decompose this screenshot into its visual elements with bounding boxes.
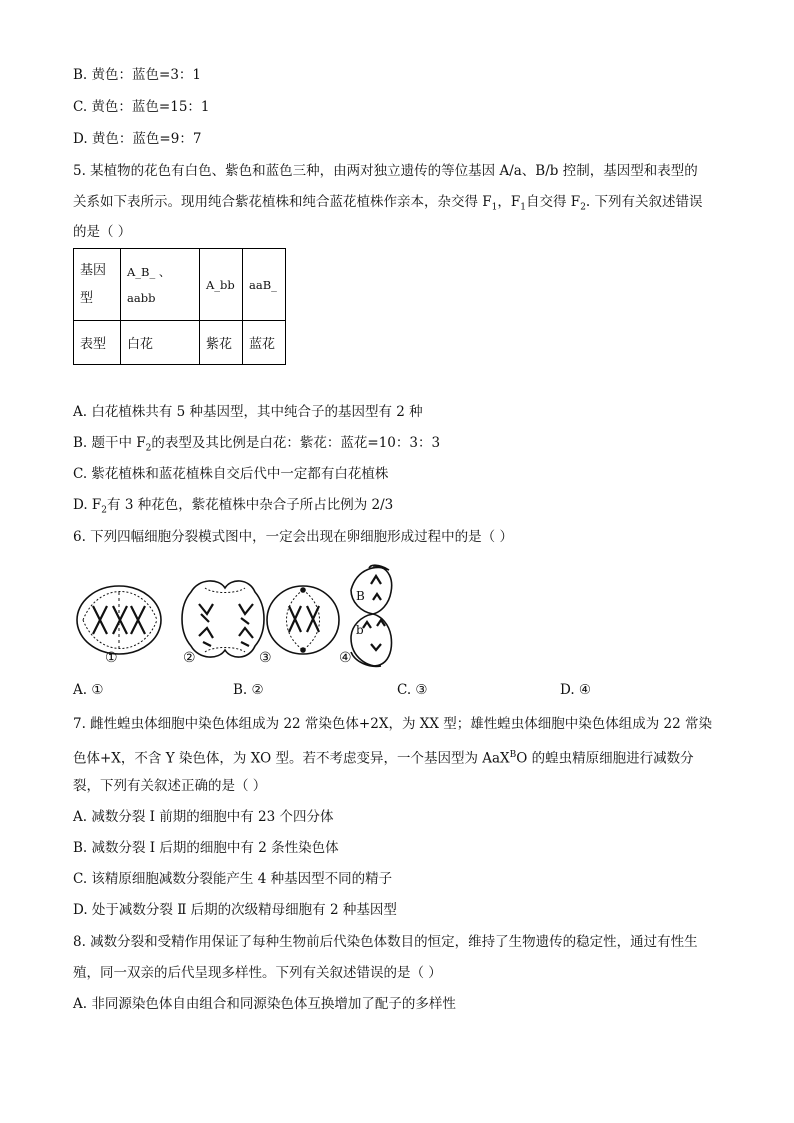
- q5-stem-line3: 的是（ ）: [73, 224, 132, 240]
- cell-figure-2: [182, 581, 264, 657]
- phenotype-white-cell: 白花: [121, 321, 200, 365]
- q8-option-a: A. 非同源染色体自由组合和同源染色体互换增加了配子的多样性: [73, 996, 456, 1012]
- q6-stem: 6. 下列四幅细胞分裂模式图中，一定会出现在卵细胞形成过程中的是（ ）: [73, 529, 513, 545]
- fig-label-1: ①: [105, 650, 118, 666]
- q8-stem-line2: 殖，同一双亲的后代呈现多样性。下列有关叙述错误的是（ ）: [73, 965, 442, 981]
- phenotype-label-cell: 表型: [74, 321, 121, 365]
- q6-option-b: B. ②: [233, 682, 264, 698]
- q7-option-c: C. 该精原细胞减数分裂能产生 4 种基因型不同的精子: [73, 871, 393, 887]
- genotype-white-cell: A_B_ 、 aabb: [121, 249, 200, 321]
- fig-label-4: ④: [339, 650, 352, 666]
- q7-option-a: A. 减数分裂 Ⅰ 前期的细胞中有 23 个四分体: [73, 809, 334, 825]
- phenotype-blue-cell: 蓝花: [243, 321, 286, 365]
- q4-option-d: D. 黄色：蓝色=9：7: [73, 131, 202, 147]
- q5-stem-line1: 5. 某植物的花色有白色、紫色和蓝色三种，由两对独立遗传的等位基因 A/a、B/b 控制，基因型和表型的: [73, 163, 698, 179]
- genotype-phenotype-table: [73, 248, 286, 365]
- table-row-phenotype: [74, 321, 286, 365]
- q5-stem-line2: 关系如下表所示。现用纯合紫花植株和纯合蓝花植株作亲本，杂交得 $F_1$，$F_1$自交得 $F_2$. 下列有关叙述错误: [73, 194, 703, 213]
- q8-stem-line1: 8. 减数分裂和受精作用保证了每种生物前后代染色体数目的恒定，维持了生物遗传的稳定性，通过有性生: [73, 934, 698, 950]
- q7-option-b: B. 减数分裂 Ⅰ 后期的细胞中有 2 条性染色体: [73, 840, 339, 856]
- cell-figure-1: [77, 586, 161, 654]
- q7-stem-line1: 7. 雌性蝗虫体细胞中染色体组成为 22 常染色体+2X，为 XX 型；雄性蝗虫体细胞中染色体组成为 22 常染: [73, 716, 713, 732]
- q5-option-b: B. 题干中 $F_2$的表型及其比例是白花：紫花：蓝花=10：3：3: [73, 435, 441, 454]
- q5-option-d: D. $F_2$有 3 种花色，紫花植株中杂合子所占比例为 2/3: [73, 497, 394, 516]
- genotype-purple-cell: A_bb: [200, 249, 243, 321]
- q4-option-b: B. 黄色：蓝色=3：1: [73, 67, 201, 83]
- fig4-letter-b-lower: b: [356, 623, 364, 637]
- phenotype-purple-cell: 紫花: [200, 321, 243, 365]
- fig4-letter-b-upper: B: [356, 589, 365, 603]
- genotype-blue-cell: aaB_: [243, 249, 286, 321]
- q7-option-d: D. 处于减数分裂 Ⅱ 后期的次级精母细胞有 2 种基因型: [73, 902, 397, 918]
- table-row-genotype: [74, 249, 286, 321]
- q4-option-c: C. 黄色：蓝色=15：1: [73, 99, 210, 115]
- q5-option-c: C. 紫花植株和蓝花植株自交后代中一定都有白花植株: [73, 466, 389, 482]
- q6-option-a: A. ①: [73, 682, 104, 698]
- cell-figure-3: [267, 586, 339, 654]
- cell-figure-4: [351, 565, 392, 666]
- q6-option-d: D. ④: [560, 682, 592, 698]
- q5-option-a: A. 白花植株共有 5 种基因型，其中纯合子的基因型有 2 种: [73, 404, 423, 420]
- genotype-label-cell: 基因 型: [74, 249, 121, 321]
- fig-label-3: ③: [259, 650, 272, 666]
- fig-label-2: ②: [183, 650, 196, 666]
- q7-stem-line3: 裂，下列有关叙述正确的是（ ）: [73, 778, 267, 794]
- q7-stem-line2: 色体+X，不含 Y 染色体，为 XO 型。若不考虑变异，一个基因型为 AaX$^B$O 的蝗虫精原细胞进行减数分: [73, 750, 694, 767]
- q6-option-c: C. ③: [397, 682, 428, 698]
